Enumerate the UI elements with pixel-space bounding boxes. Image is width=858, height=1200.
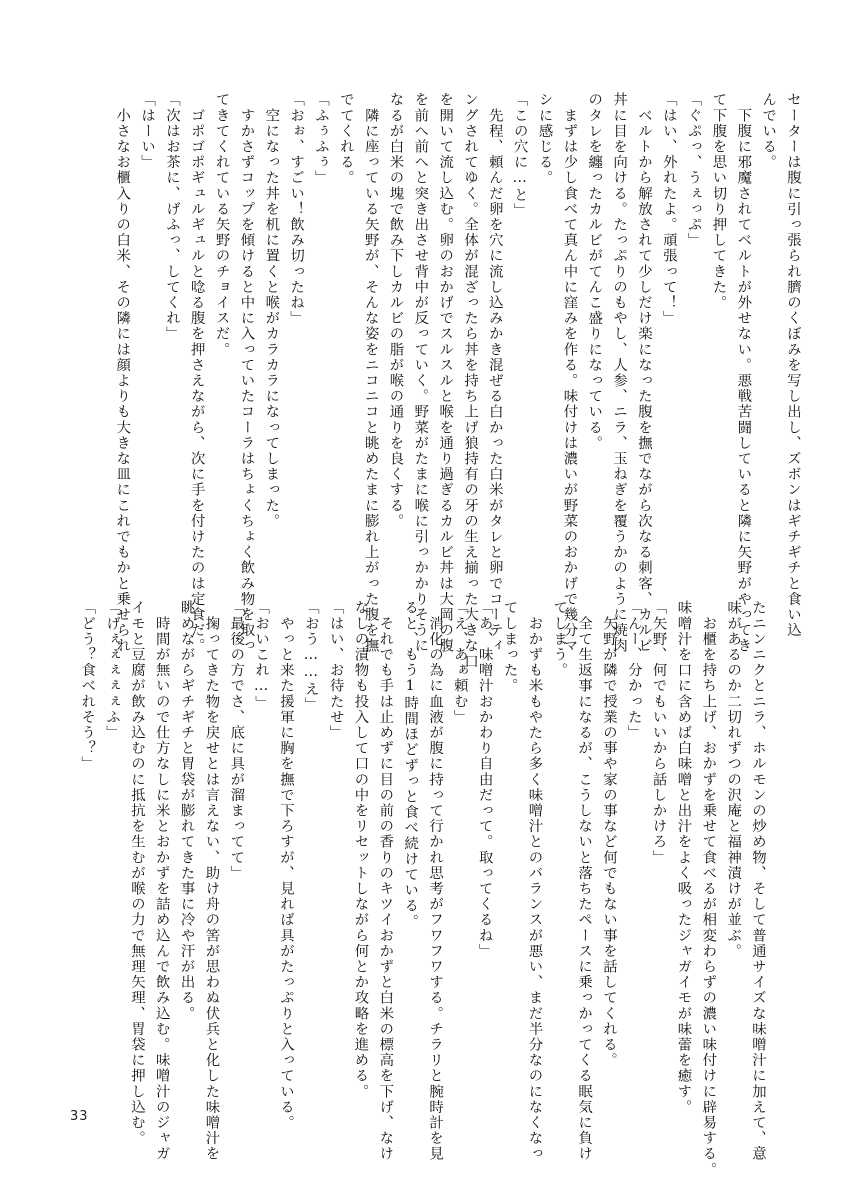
text-line: イモと豆腐が飲み込むのに抵抗を生むが喉の力で無理矢理、胃袋に押し込む。 — [128, 600, 145, 1146]
text-line: 味があるのか二切れずつの沢庵と福神漬けが並ぶ。 — [725, 600, 742, 959]
text-line: のタレを纏ったカルビがてんこ盛りになっている。 — [586, 92, 603, 451]
text-line: 消化の為に血液が腹に持って行かれ思考がフワフワする。チラリと腕時計を見 — [427, 600, 444, 1162]
text-line: ると、もう1時間ほどずっと食べ続けている。 — [402, 600, 419, 930]
text-line: 「はい、お待たせ」 — [327, 600, 344, 741]
text-line: 味噌汁を口に含めば白味噌と出汁をよく吸ったジャガイモが味蕾を癒す。 — [675, 600, 692, 1115]
text-line: 「あ、味噌汁おかわり自由だって。取ってくるね」 — [476, 600, 493, 959]
text-line: 全て生返事になるが、こうしないと落ちたペースに乗っかってくる眠気に負け — [576, 600, 593, 1162]
text-line: 眺めながらギチギチと胃袋が膨れてきた事に冷や汗が出る。 — [178, 600, 195, 1022]
text-line: 「おいこれ…」 — [253, 600, 270, 711]
text-line: てしまう。 — [551, 600, 568, 678]
page-number: 33 — [70, 1109, 89, 1124]
text-line: 「ぐぷっ、うぇっぷ」 — [685, 92, 702, 248]
text-line: それでも手は止めずに目の前の香りのキツイおかずと白米の標高を下げ、なけ — [377, 600, 394, 1162]
text-line: 「んー、分かった」 — [625, 600, 642, 741]
text-line: 「どう？食べれそう？」 — [79, 600, 96, 772]
text-line: まずは少し食べて真ん中に窪みを作る。味付けは濃いが野菜のおかげで幾分マ — [561, 92, 578, 654]
text-line: を前へ前へと突き出させ背中が反っていく。野菜がたまに喉に引っかかりそうに — [412, 92, 429, 654]
text-line: 矢野が隣で授業の事や家の事など何でもない事を話してくれる。 — [600, 600, 617, 1068]
text-line: 時間が無いので仕方なしに米とおかずを詰め込んで飲み込む。味噌汁のジャガ — [153, 600, 170, 1162]
text-line: ングされてゆく。全体が混ざったら丼を持ち上げ狼持有の牙の生え揃った大きな口 — [462, 92, 479, 670]
text-line: お櫃を持ち上げ、おかずを乗せて食べるが相変わらずの濃い味付けに辟易する。 — [700, 600, 717, 1178]
text-line: 「おう……え」 — [302, 600, 319, 713]
text-line: でてくれる。 — [337, 92, 354, 186]
text-line: 「おぉ、すごい！飲み切ったね」 — [288, 92, 305, 326]
text-line: 丼に目を向ける。たっぷりのもやし、人参、ニラ、玉ねぎを覆うかのように焼肉 — [611, 92, 628, 654]
text-line: 下腹に邪魔されてベルトが外せない。悪戦苦闘していると隣に矢野がやってき — [735, 92, 752, 654]
text-line: シに感じる。 — [536, 92, 553, 186]
text-line: て下腹を思い切り押してきた。 — [710, 92, 727, 311]
text-line: ゴポゴポギュルギュルと唸る腹を押さえながら、次に手を付けたのは定食だ。 — [188, 92, 205, 654]
text-line: ベルトから解放されて少しだけ楽になった腹を撫でながら次なる刺客、カルビ — [635, 92, 652, 654]
text-line: すかさずコップを傾けると中に入っていたコーラはちょくちょく飲み物を取っ — [238, 92, 255, 654]
text-line: 「矢野、何でもいいから話しかけろ」 — [650, 600, 667, 866]
text-line: 掬ってきた物を戻せとは言えない、助け舟の筈が思わぬ伏兵と化した味噌汁を — [203, 600, 220, 1162]
text-line: なるが白米の塊で飲み下しカルビの脂が喉の通りを良くする。 — [387, 92, 404, 529]
text-line: 「げぇぇぇぇぇふ」 — [104, 600, 121, 741]
text-line: 先程、頼んだ卵を穴に流し込みかき混ぜる白かった白米がタレと卵でコーティ — [486, 92, 503, 654]
text-line: 「最後の方でさ、底に具が溜まってて」 — [228, 600, 245, 881]
text-line: 「次はお茶に、げふっ、してくれ」 — [163, 92, 180, 342]
text-line: 「え、あぁ頼む」 — [451, 600, 468, 725]
text-line: セーターは腹に引っ張られ臍のくぼみを写し出し、ズボンはギチギチと食い込 — [785, 92, 801, 638]
text-line: 小さなお櫃入りの白米、その隣には顔よりも大きな皿にこれでもかと乗せられ — [114, 92, 131, 654]
text-line: 空になった丼を机に置くと喉がカラカラになってしまった。 — [263, 92, 280, 529]
text-line: 隣に座っている矢野が、そんな姿をニコニコと眺めたまに膨れ上がった腹を撫 — [362, 92, 379, 654]
text-line: おかずも米もやたら多く味噌汁とのバランスが悪い、まだ半分なのになくなっ — [526, 600, 543, 1162]
text-line: なしの漬物も投入して口の中をリセットしながら何とか攻略を進める。 — [352, 600, 369, 1100]
text-line: を開いて流し込む。卵のおかげでスルスルと喉を通り過ぎるカルビ丼は大岡の腹 — [437, 92, 454, 654]
text-line: 「はーい」 — [139, 92, 156, 170]
text-line: んでいる。 — [760, 92, 777, 170]
text-line: 「はい、外れたよ。頑張って！」 — [660, 92, 677, 326]
text-line: 「この穴に…と」 — [511, 92, 528, 219]
text-line: てしまった。 — [501, 600, 518, 694]
text-line: てきてくれている矢野のチョイスだ。 — [213, 92, 230, 358]
text-line: 「ふぅふぅ」 — [312, 92, 329, 186]
text-line: やっと来た援軍に胸を撫で下ろすが、見れば具がたっぷりと入っている。 — [277, 600, 294, 1131]
text-line: たニンニクとニラ、ホルモンの炒め物、そして普通サイズな味噌汁に加えて、意 — [750, 600, 766, 1162]
